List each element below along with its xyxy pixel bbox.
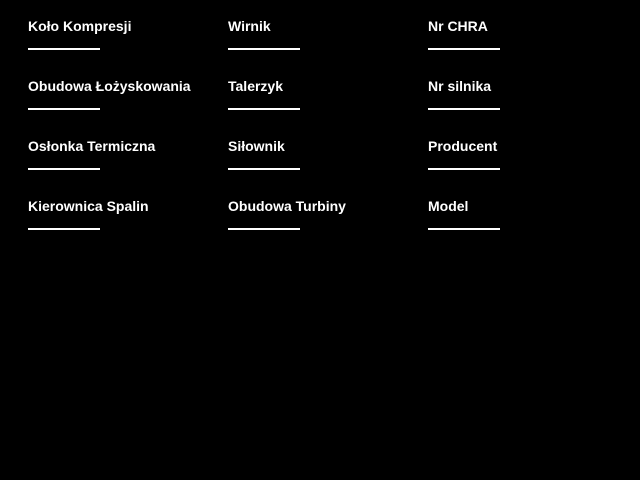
field-nr-chra bbox=[428, 18, 628, 78]
field-producent bbox=[428, 138, 628, 198]
field-oslonka-termiczna bbox=[28, 138, 228, 198]
field-input-nr-silnika[interactable] bbox=[428, 94, 500, 110]
field-label-nr-silnika: Nr silnika bbox=[428, 78, 492, 94]
field-label-obudowa-turbiny: Obudowa Turbiny bbox=[228, 198, 346, 214]
turbo-parts-form bbox=[28, 18, 628, 258]
field-label-talerzyk: Talerzyk bbox=[228, 78, 283, 94]
field-label-oslonka-termiczna: Osłonka Termiczna bbox=[28, 138, 156, 154]
field-kierownica-spalin bbox=[28, 198, 228, 258]
field-label-kolo-kompresji: Koło Kompresji bbox=[28, 18, 132, 34]
field-label-nr-chra: Nr CHRA bbox=[428, 18, 488, 34]
field-input-talerzyk[interactable] bbox=[228, 94, 300, 110]
field-wirnik bbox=[228, 18, 428, 78]
field-label-wirnik: Wirnik bbox=[228, 18, 271, 34]
field-label-kierownica-spalin: Kierownica Spalin bbox=[28, 198, 149, 214]
field-input-oslonka-termiczna[interactable] bbox=[28, 154, 100, 170]
field-obudowa-lozyskowania bbox=[28, 78, 228, 138]
field-input-kierownica-spalin[interactable] bbox=[28, 214, 100, 230]
field-input-obudowa-lozyskowania[interactable] bbox=[28, 94, 100, 110]
field-label-silownik: Siłownik bbox=[228, 138, 285, 154]
field-nr-silnika bbox=[428, 78, 628, 138]
field-obudowa-turbiny bbox=[228, 198, 428, 258]
field-talerzyk bbox=[228, 78, 428, 138]
field-label-model: Model bbox=[428, 198, 469, 214]
field-kolo-kompresji bbox=[28, 18, 228, 78]
field-input-silownik[interactable] bbox=[228, 154, 300, 170]
field-label-obudowa-lozyskowania: Obudowa Łożyskowania bbox=[28, 78, 191, 94]
field-label-producent: Producent bbox=[428, 138, 498, 154]
field-silownik bbox=[228, 138, 428, 198]
field-input-wirnik[interactable] bbox=[228, 34, 300, 50]
field-input-kolo-kompresji[interactable] bbox=[28, 34, 100, 50]
field-input-obudowa-turbiny[interactable] bbox=[228, 214, 300, 230]
field-input-nr-chra[interactable] bbox=[428, 34, 500, 50]
field-model bbox=[428, 198, 628, 258]
field-input-model[interactable] bbox=[428, 214, 500, 230]
field-input-producent[interactable] bbox=[428, 154, 500, 170]
